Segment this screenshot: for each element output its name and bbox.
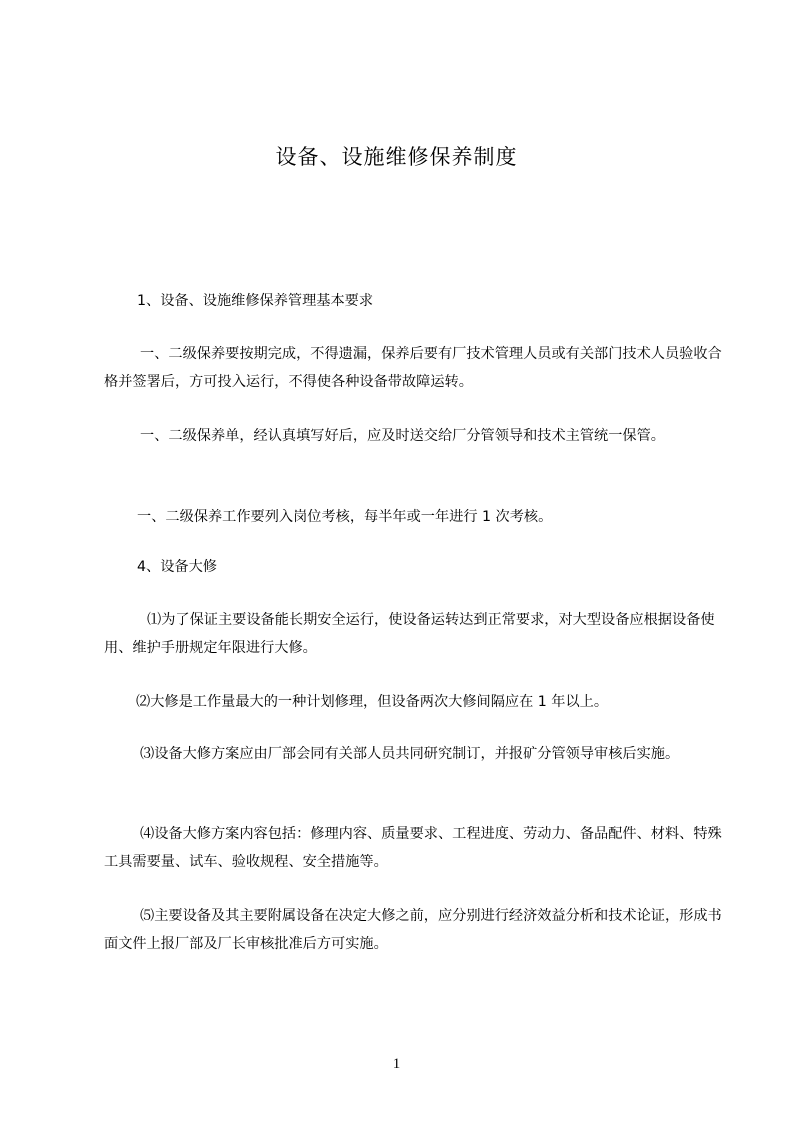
paragraph: ⑸主要设备及其主要附属设备在决定大修之前，应分别进行经济效益分析和技术论证，形成书面文件上报厂部及厂长审核批准后方可实施。 xyxy=(104,908,722,952)
paragraph: ⑶设备大修方案应由厂部会同有关部人员共同研究制订，并报矿分管领导审核后实施。 xyxy=(140,746,680,762)
section-heading: 1、设备、设施维修保养管理基本要求 xyxy=(137,293,374,309)
page-number: 1 xyxy=(392,1056,401,1072)
section-heading: 4、设备大修 xyxy=(137,559,217,575)
paragraph: 一、二级保养要按期完成，不得遗漏，保养后要有厂技术管理人员或有关部门技术人员验收合格并签署后，方可投入运行，不得使各种设备带故障运转。 xyxy=(104,346,722,390)
paragraph: ⑵大修是工作量最大的一种计划修理，但设备两次大修间隔应在 1 年以上。 xyxy=(136,694,609,710)
document-title: 设备、设施维修保养制度 xyxy=(275,145,518,169)
paragraph: 一、二级保养工作要列入岗位考核，每半年或一年进行 1 次考核。 xyxy=(137,509,553,525)
paragraph: ⑷设备大修方案内容包括：修理内容、质量要求、工程进度、劳动力、备品配件、材料、特殊工具需要量、试车、验收规程、安全措施等。 xyxy=(104,826,722,870)
paragraph: 一、二级保养单，经认真填写好后，应及时送交给厂分管领导和技术主管统一保管。 xyxy=(140,428,665,444)
paragraph: ⑴为了保证主要设备能长期安全运行，使设备运转达到正常要求，对大型设备应根据设备使用、维护手册规定年限进行大修。 xyxy=(104,612,715,656)
